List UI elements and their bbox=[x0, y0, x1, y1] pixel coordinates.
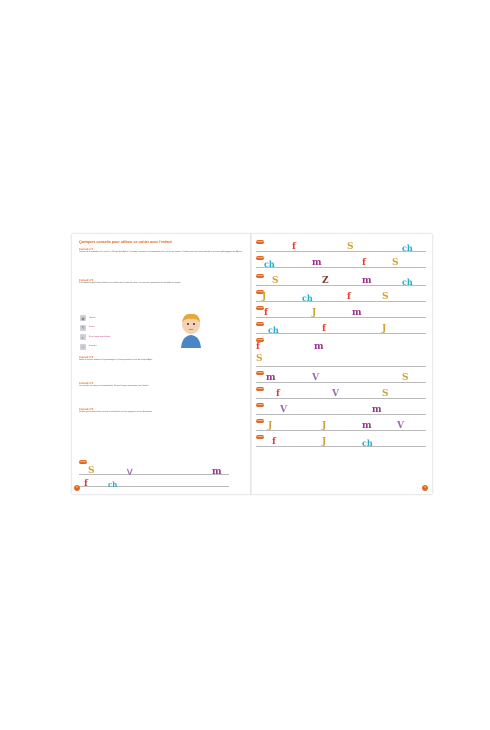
listen-icon: ◉ bbox=[81, 315, 85, 321]
writing-line bbox=[79, 474, 229, 475]
right-page bbox=[252, 234, 430, 494]
section-heading: Conseil n°1 bbox=[79, 248, 94, 251]
writing-line bbox=[256, 251, 426, 252]
alpha-glyph: m bbox=[372, 405, 382, 415]
consigne-badge: Consigne bbox=[79, 461, 87, 463]
writing-line bbox=[256, 366, 426, 367]
alpha-glyph: f bbox=[264, 308, 268, 318]
alpha-glyph: S bbox=[382, 292, 389, 302]
alpha-glyph: f bbox=[256, 342, 260, 352]
alpha-glyph: V bbox=[312, 373, 319, 383]
alpha-glyph: S bbox=[88, 466, 95, 476]
page-number: 9 bbox=[422, 485, 428, 491]
alpha-glyph: S bbox=[392, 258, 399, 268]
writing-line bbox=[256, 382, 426, 383]
alpha-glyph: m bbox=[362, 421, 372, 431]
alpha-glyph: J bbox=[262, 292, 267, 302]
alpha-glyph: J bbox=[382, 324, 387, 334]
writing-line bbox=[256, 446, 426, 447]
consigne-badge: Consigne bbox=[256, 275, 264, 277]
legend-label: Écris chaque mots illustrés bbox=[89, 335, 111, 338]
alpha-glyph: m bbox=[362, 276, 372, 286]
speak-icon: ♪ bbox=[82, 344, 84, 349]
section-heading: Conseil n°4 bbox=[79, 382, 94, 385]
boy-illustration bbox=[176, 310, 206, 348]
page-number: 8 bbox=[74, 485, 80, 491]
alpha-glyph: S bbox=[272, 276, 279, 286]
legend-item bbox=[80, 324, 140, 332]
alpha-glyph: ch bbox=[402, 277, 413, 287]
alpha-glyph: J bbox=[322, 421, 327, 431]
alpha-glyph: J bbox=[268, 421, 273, 431]
consigne-badge: Consigne bbox=[256, 241, 264, 243]
section-text: Veillez à toujours nommer les personnages et à bien prononcer le son de chaque Alpha. bbox=[79, 359, 153, 361]
alpha-glyph: m bbox=[312, 258, 322, 268]
alpha-glyph: f bbox=[292, 242, 296, 252]
legend-label: Observe bbox=[89, 316, 96, 319]
legend bbox=[80, 314, 140, 352]
alpha-glyph: Z bbox=[322, 276, 329, 286]
writing-line bbox=[256, 267, 426, 268]
consigne-badge: Consigne bbox=[256, 404, 264, 406]
writing-line bbox=[256, 317, 426, 318]
writing-line bbox=[79, 486, 229, 487]
page-title: Quelques conseils pour utiliser ce cahier avec l'enfant bbox=[79, 240, 172, 244]
alpha-glyph: ch bbox=[362, 438, 373, 448]
section-text: Il est important que l'enfant effectue les activités dans l'ordre du cahier. Les exercices permettent de consolider les acquis. bbox=[79, 282, 182, 284]
legend-item bbox=[80, 343, 140, 351]
consigne-badge: Consigne bbox=[256, 388, 264, 390]
legend-label: Ecoute bbox=[89, 326, 95, 329]
legend-item bbox=[80, 333, 140, 341]
alpha-glyph: m bbox=[212, 467, 222, 477]
writing-line bbox=[256, 301, 426, 302]
alpha-glyph: V bbox=[280, 405, 287, 415]
alpha-glyph: f bbox=[347, 292, 351, 302]
legend-item bbox=[80, 314, 140, 322]
section-heading: Conseil n°2 bbox=[79, 279, 94, 282]
alpha-glyph: V bbox=[397, 421, 404, 431]
writing-line bbox=[256, 285, 426, 286]
section-text: Vérifiez que l'enfant a bien reconnu le mot illustré en nous appuyant sur les illustrations. bbox=[79, 411, 153, 413]
alpha-glyph: J bbox=[322, 437, 327, 447]
alpha-glyph: m bbox=[314, 342, 324, 352]
alpha-glyph: ch bbox=[402, 243, 413, 253]
left-page bbox=[72, 234, 250, 494]
consigne-badge: Consigne bbox=[256, 372, 264, 374]
consigne-badge: Consigne bbox=[256, 339, 264, 341]
consigne-badge: Consigne bbox=[256, 307, 264, 309]
alpha-glyph: S bbox=[256, 354, 263, 364]
alpha-glyph: m bbox=[352, 308, 362, 318]
legend-label: Entendue bbox=[89, 345, 97, 348]
consigne-badge: Consigne bbox=[256, 420, 264, 422]
writing-line bbox=[256, 398, 426, 399]
alpha-glyph: ch bbox=[268, 325, 279, 335]
alpha-glyph: f bbox=[84, 479, 88, 489]
section-heading: Conseil n°3 bbox=[79, 356, 94, 359]
alpha-glyph: J bbox=[312, 308, 317, 318]
alpha-glyph: ch bbox=[108, 480, 118, 489]
consigne-badge: Consigne bbox=[256, 291, 264, 293]
section-heading: Conseil n°5 bbox=[79, 408, 94, 411]
alpha-glyph: f bbox=[272, 437, 276, 447]
alpha-glyph: ch bbox=[264, 259, 275, 269]
consigne-badge: Consigne bbox=[256, 323, 264, 325]
writing-line bbox=[256, 333, 426, 334]
section-text: Les activités ne sont pas chronométrées. Prenez le temps nécessaire avec l'enfant. bbox=[79, 385, 149, 387]
book-spread bbox=[72, 234, 432, 494]
consigne-badge: Consigne bbox=[256, 436, 264, 438]
alpha-glyph: S bbox=[402, 373, 409, 383]
alpha-glyph: m bbox=[266, 373, 276, 383]
pencil-icon: ✎ bbox=[81, 325, 85, 330]
consigne-badge: Consigne bbox=[256, 257, 264, 259]
alpha-glyph: ᐯ bbox=[127, 467, 133, 477]
alpha-glyph: S bbox=[382, 389, 389, 399]
alpha-glyph: f bbox=[362, 258, 366, 268]
section-text: La base de la méthode est la santé. Le Planète des Alphas. Il est donc vivement recommandé de la lire ou la faire écouter à l'enfant avant de pouvoir aborder le parcours pédagogique des Alphas. bbox=[79, 251, 243, 253]
alpha-glyph: V bbox=[332, 389, 339, 399]
alpha-glyph: ch bbox=[302, 293, 313, 303]
alpha-glyph: S bbox=[347, 242, 354, 252]
alpha-glyph: f bbox=[276, 389, 280, 399]
alpha-glyph: f bbox=[322, 324, 326, 334]
eye-icon: ◐ bbox=[81, 334, 85, 340]
